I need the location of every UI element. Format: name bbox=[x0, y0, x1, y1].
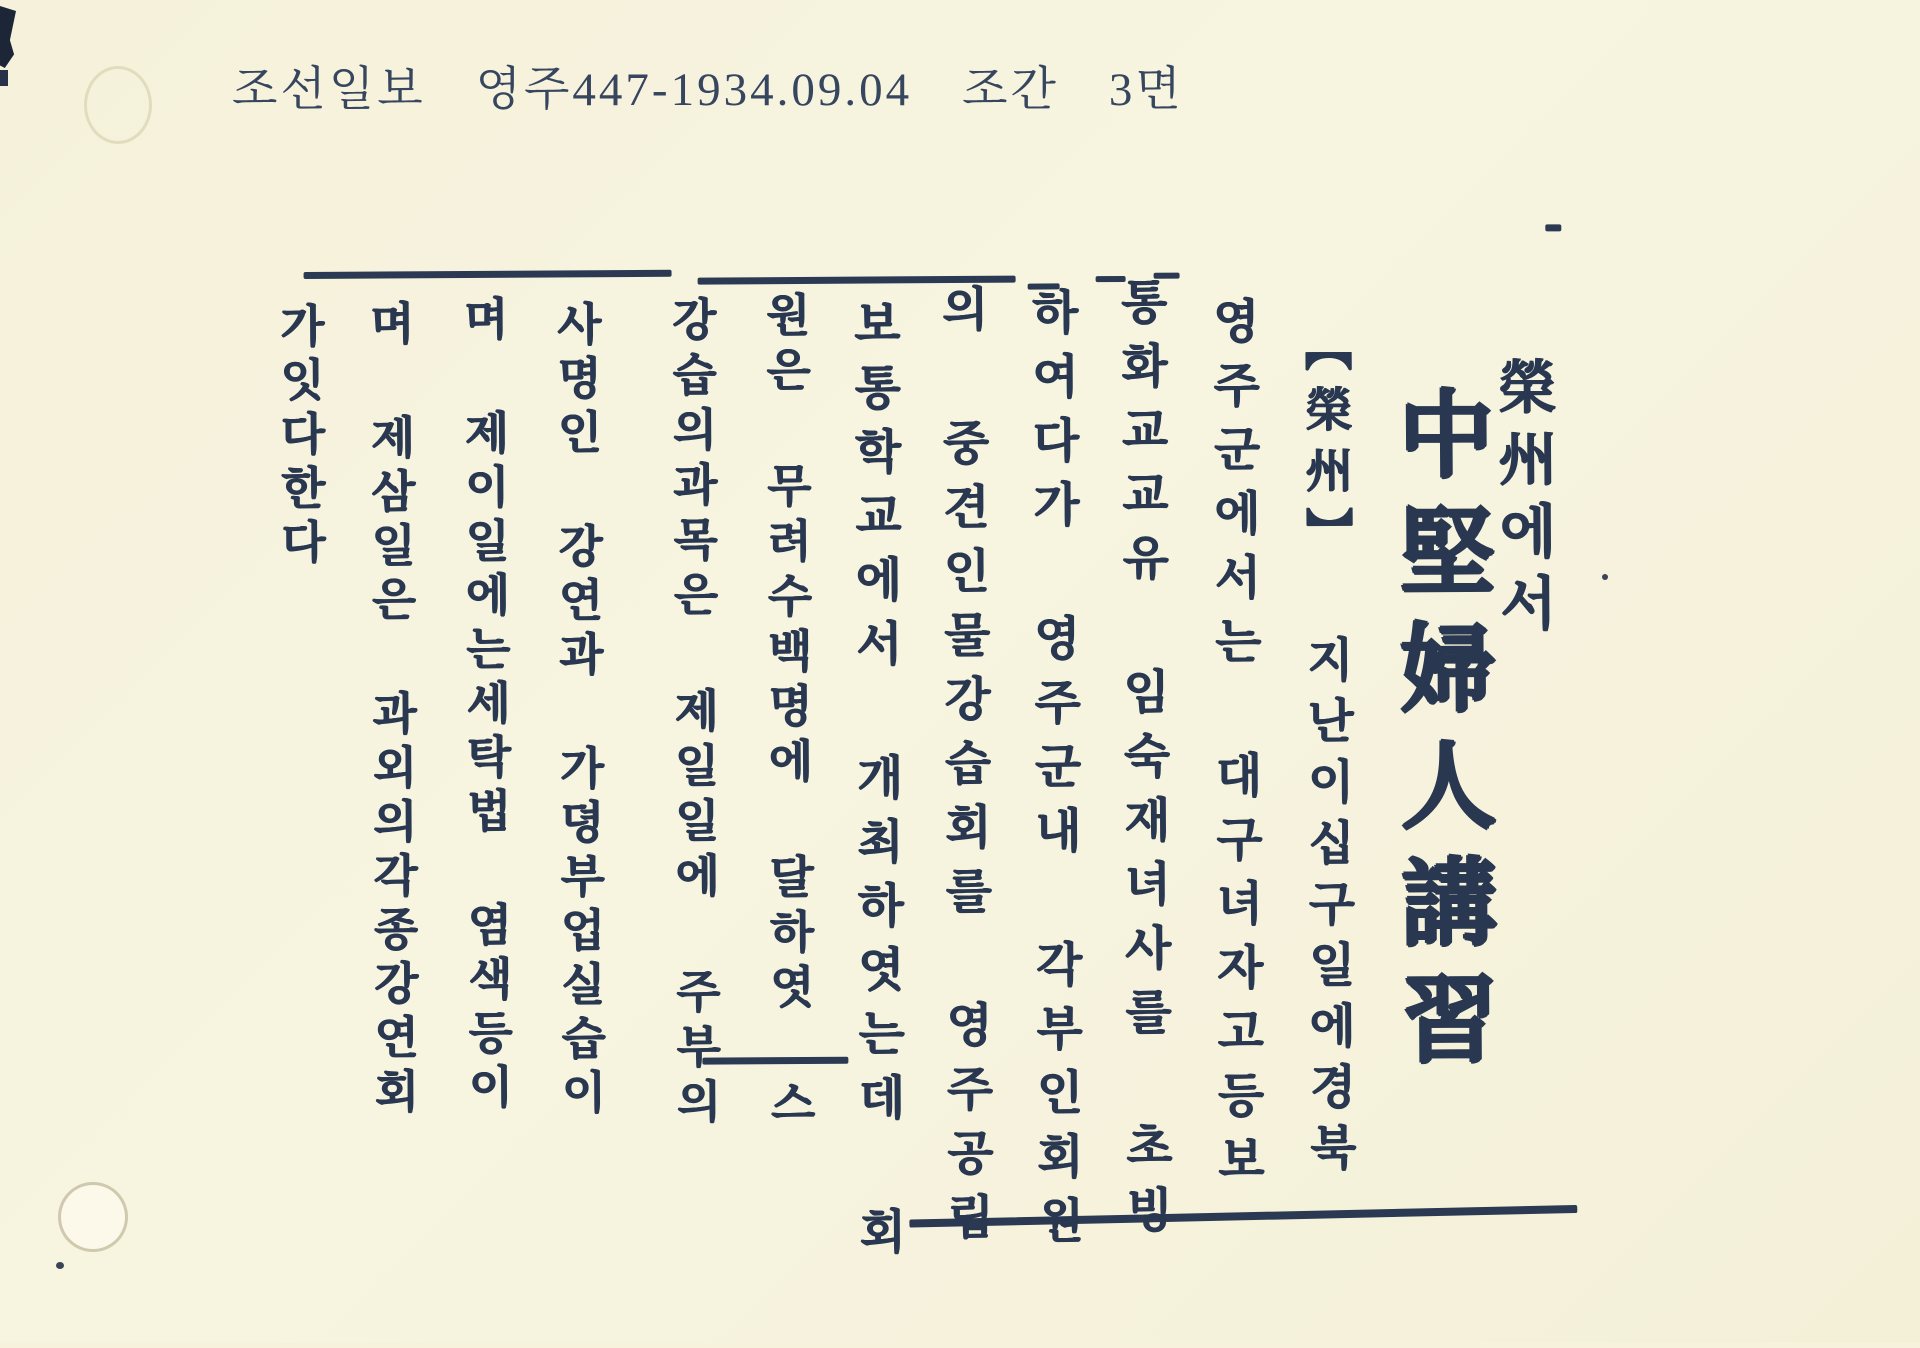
article-column: 가잇다한다 bbox=[272, 301, 326, 573]
article-column: 며 제이일에는세탁법 염색등이 bbox=[456, 294, 513, 1118]
article-column: 사명인 강연과 가뎡부업실습이 bbox=[549, 300, 606, 1123]
clipping-border-bottom-right bbox=[909, 1205, 1577, 1228]
article-location-headline: 榮州에서 bbox=[1489, 356, 1556, 645]
article-column: 보통학교에서 개최하엿는데 회 bbox=[847, 298, 907, 1271]
article-column: 영주군에서는 대구녀자고등보 bbox=[1206, 296, 1266, 1199]
article-column: 며 제삼일은 과외의각종강연회 bbox=[362, 299, 419, 1122]
clipping-border-corner-dash bbox=[1545, 224, 1561, 231]
article-column: 하여다가 영주군내 각부인회원 bbox=[1025, 287, 1085, 1260]
article-column: 의 중견인물강습회를 영주공립 bbox=[935, 283, 995, 1257]
article-main-headline: 中堅婦人講習 bbox=[1385, 384, 1496, 1088]
archive-header-label: 조선일보 영주447-1934.09.04 조간 3면 bbox=[232, 64, 1184, 116]
article-column: 통화교교유 임숙재녀사를 초빙 bbox=[1114, 276, 1174, 1250]
clipping-border-top-left bbox=[304, 270, 672, 279]
article-column: 원은 무려수백명에 달하엿 스 bbox=[758, 290, 815, 1135]
article-column: 강습의과목은 제일일에 주부의 bbox=[664, 295, 721, 1133]
article-column: 【榮州】 지난이십구일에경북 bbox=[1298, 323, 1358, 1184]
